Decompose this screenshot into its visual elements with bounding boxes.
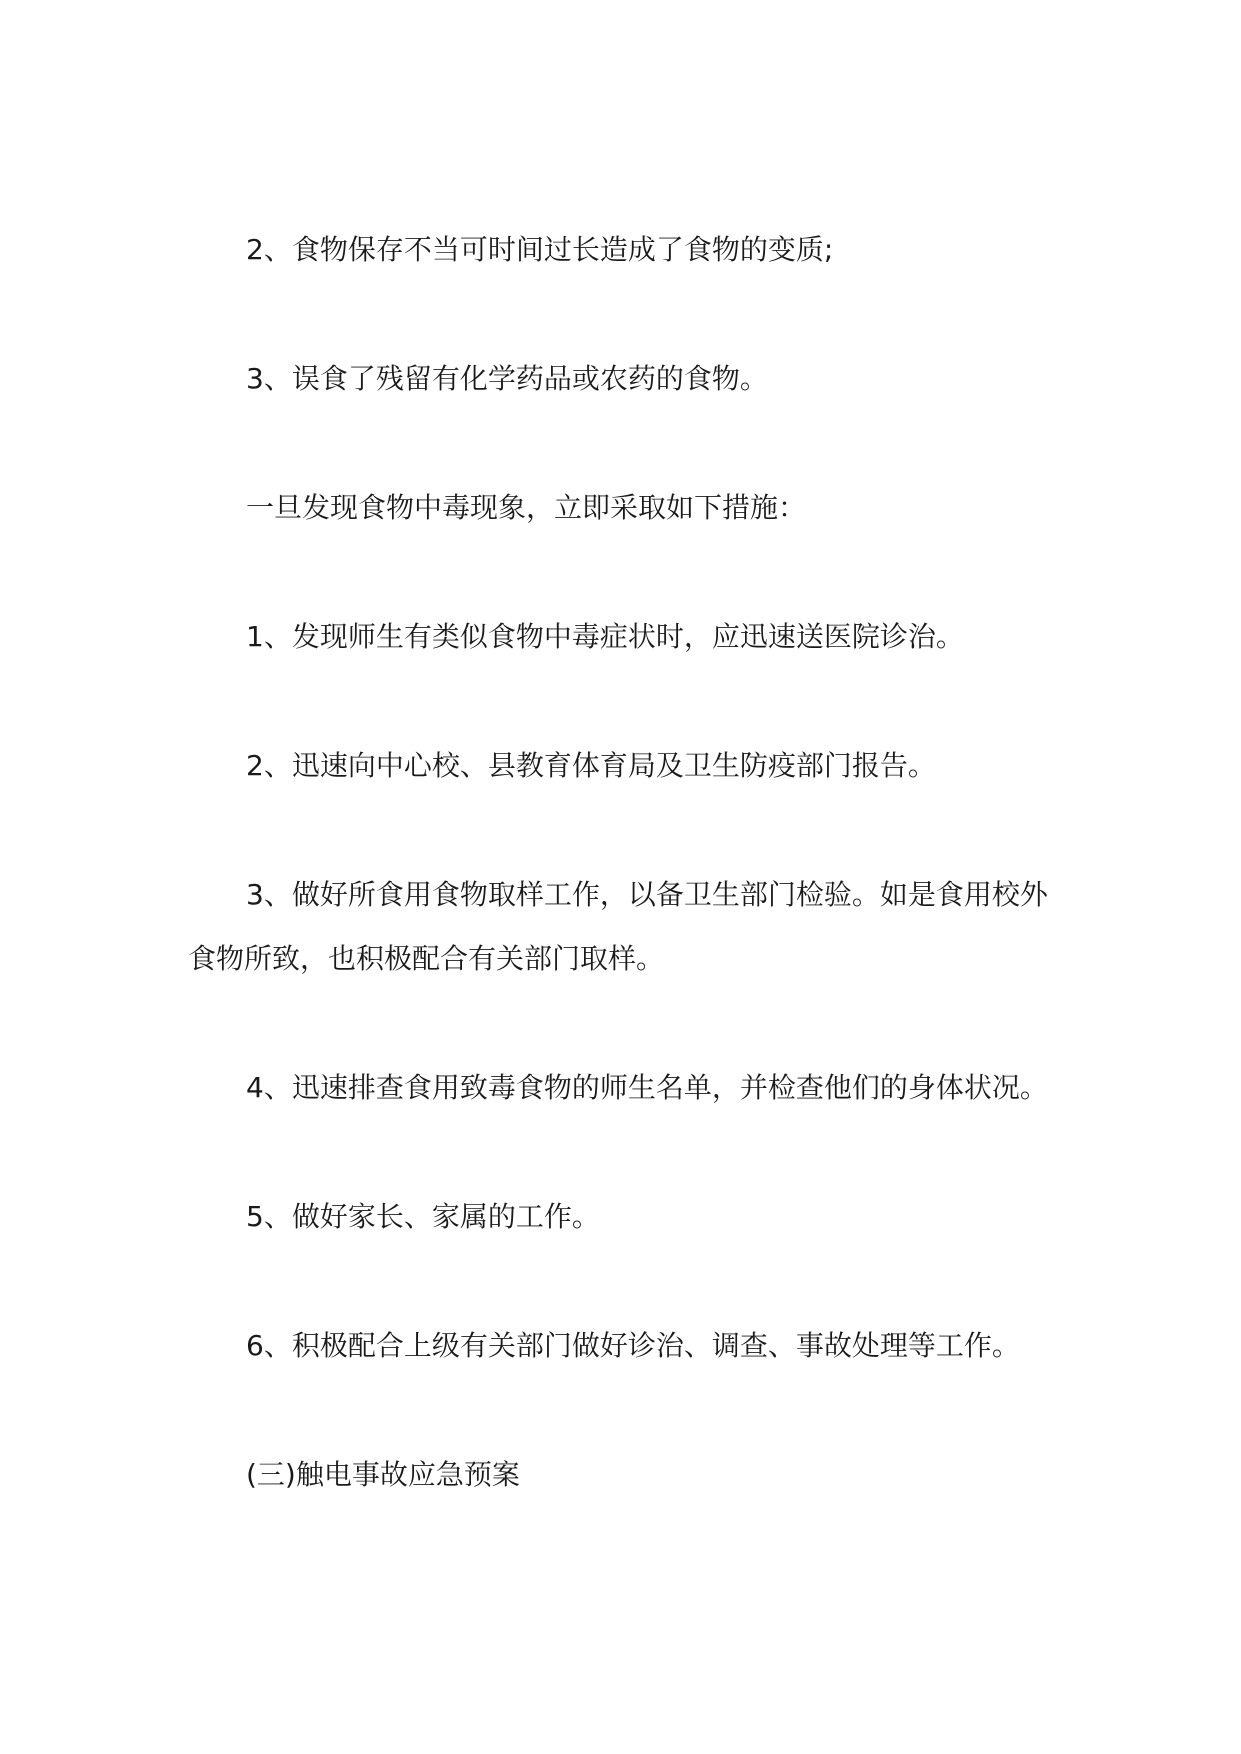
paragraph-9: 6、积极配合上级有关部门做好诊治、调查、事故处理等工作。 xyxy=(246,1329,1020,1362)
section-heading: (三)触电事故应急预案 xyxy=(246,1458,520,1491)
paragraph-5: 2、迅速向中心校、县教育体育局及卫生防疫部门报告。 xyxy=(246,749,936,782)
paragraph-8: 5、做好家长、家属的工作。 xyxy=(246,1200,600,1233)
paragraph-6: 3、做好所食用食物取样工作，以备卫生部门检验。如是食用校外食物所致，也积极配合有关部门取样。 xyxy=(188,878,1048,975)
paragraph-4: 1、发现师生有类似食物中毒症状时，应迅速送医院诊治。 xyxy=(246,620,964,653)
paragraph-2: 3、误食了残留有化学药品或农药的食物。 xyxy=(246,362,768,395)
paragraph-7: 4、迅速排查食用致毒食物的师生名单，并检查他们的身体状况。 xyxy=(246,1071,1048,1104)
paragraph-1: 2、食物保存不当可时间过长造成了食物的变质; xyxy=(246,233,834,266)
paragraph-3: 一旦发现食物中毒现象，立即采取如下措施： xyxy=(246,491,807,524)
